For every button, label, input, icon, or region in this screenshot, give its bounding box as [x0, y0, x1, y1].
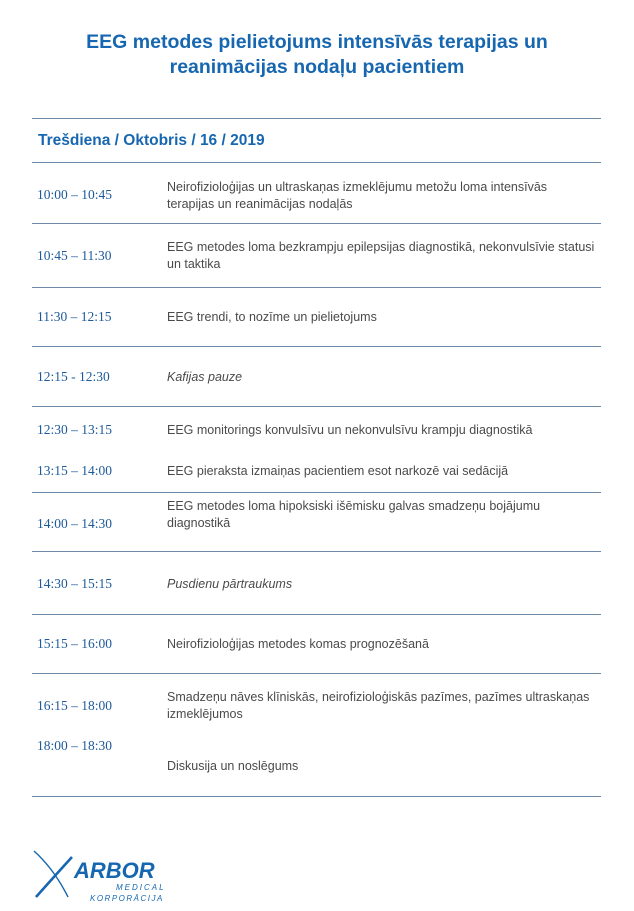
schedule-row — [32, 552, 601, 614]
title-line-2: reanimācijas nodaļu pacientiem — [169, 56, 465, 78]
day-header-row — [32, 119, 601, 162]
schedule-description: Pusdienu pārtraukums — [167, 577, 293, 591]
schedule-table — [32, 118, 601, 797]
logo-swoosh-icon — [34, 851, 68, 897]
schedule-time: 12:15 - 12:30 — [37, 369, 110, 384]
schedule-row — [32, 449, 601, 492]
arbor-logo — [30, 845, 170, 905]
schedule-row — [32, 674, 601, 738]
logo-swoosh-icon — [36, 857, 72, 897]
schedule-description: EEG monitorings konvulsīvu un nekonvulsīvu krampju diagnostikā — [167, 423, 533, 437]
logo-line-2: MEDICAL — [116, 883, 166, 892]
schedule-row — [32, 224, 601, 287]
schedule-description: EEG metodes loma hipoksiski išēmisku galvas smadzeņu bojājumu diagnostikā — [167, 499, 541, 530]
schedule-description: Kafijas pauze — [167, 370, 243, 384]
schedule-time: 16:15 – 18:00 — [37, 698, 113, 713]
schedule-row — [32, 407, 601, 449]
schedule-time: 15:15 – 16:00 — [37, 636, 113, 651]
divider — [32, 796, 601, 797]
schedule-row — [32, 615, 601, 673]
schedule-time: 12:30 – 13:15 — [37, 422, 113, 437]
schedule-time: 10:45 – 11:30 — [37, 248, 112, 263]
schedule-time: 10:00 – 10:45 — [37, 187, 113, 202]
logo-line-3: KORPORĀCIJA — [90, 894, 164, 903]
schedule-row — [32, 288, 601, 346]
schedule-row — [32, 738, 601, 796]
title-line-1: EEG metodes pielietojums intensīvās terapijas un — [86, 31, 548, 53]
schedule-row — [32, 163, 601, 223]
schedule-time: 14:00 – 14:30 — [37, 516, 113, 531]
logo-name: ARBOR — [74, 858, 155, 883]
schedule-description: Diskusija un noslēgums — [167, 759, 299, 773]
schedule-time: 14:30 – 15:15 — [37, 576, 113, 591]
schedule-time: 11:30 – 12:15 — [37, 309, 112, 324]
schedule-description: Neirofizioloģijas un ultraskaņas izmeklējumu metožu loma intensīvās terapijas un reanimācijas nodaļās — [167, 180, 548, 211]
schedule-description: EEG pieraksta izmaiņas pacientiem esot narkozē vai sedācijā — [167, 464, 509, 478]
schedule-description: EEG trendi, to nozīme un pielietojums — [167, 310, 377, 324]
schedule-row — [32, 493, 601, 551]
schedule-description: Neirofizioloģijas metodes komas prognozēšanā — [167, 637, 429, 651]
schedule-time: 18:00 – 18:30 — [37, 738, 113, 753]
schedule-row — [32, 347, 601, 406]
schedule-time: 13:15 – 14:00 — [37, 463, 113, 478]
schedule-description: Smadzeņu nāves klīniskās, neirofizioloģiskās pazīmes, pazīmes ultraskaņas izmeklējumos — [167, 690, 590, 721]
day-header: Trešdiena / Oktobris / 16 / 2019 — [38, 131, 265, 149]
schedule-description: EEG metodes loma bezkrampju epilepsijas diagnostikā, nekonvulsīvie statusi un taktika — [167, 240, 595, 271]
page-title — [20, 30, 614, 80]
